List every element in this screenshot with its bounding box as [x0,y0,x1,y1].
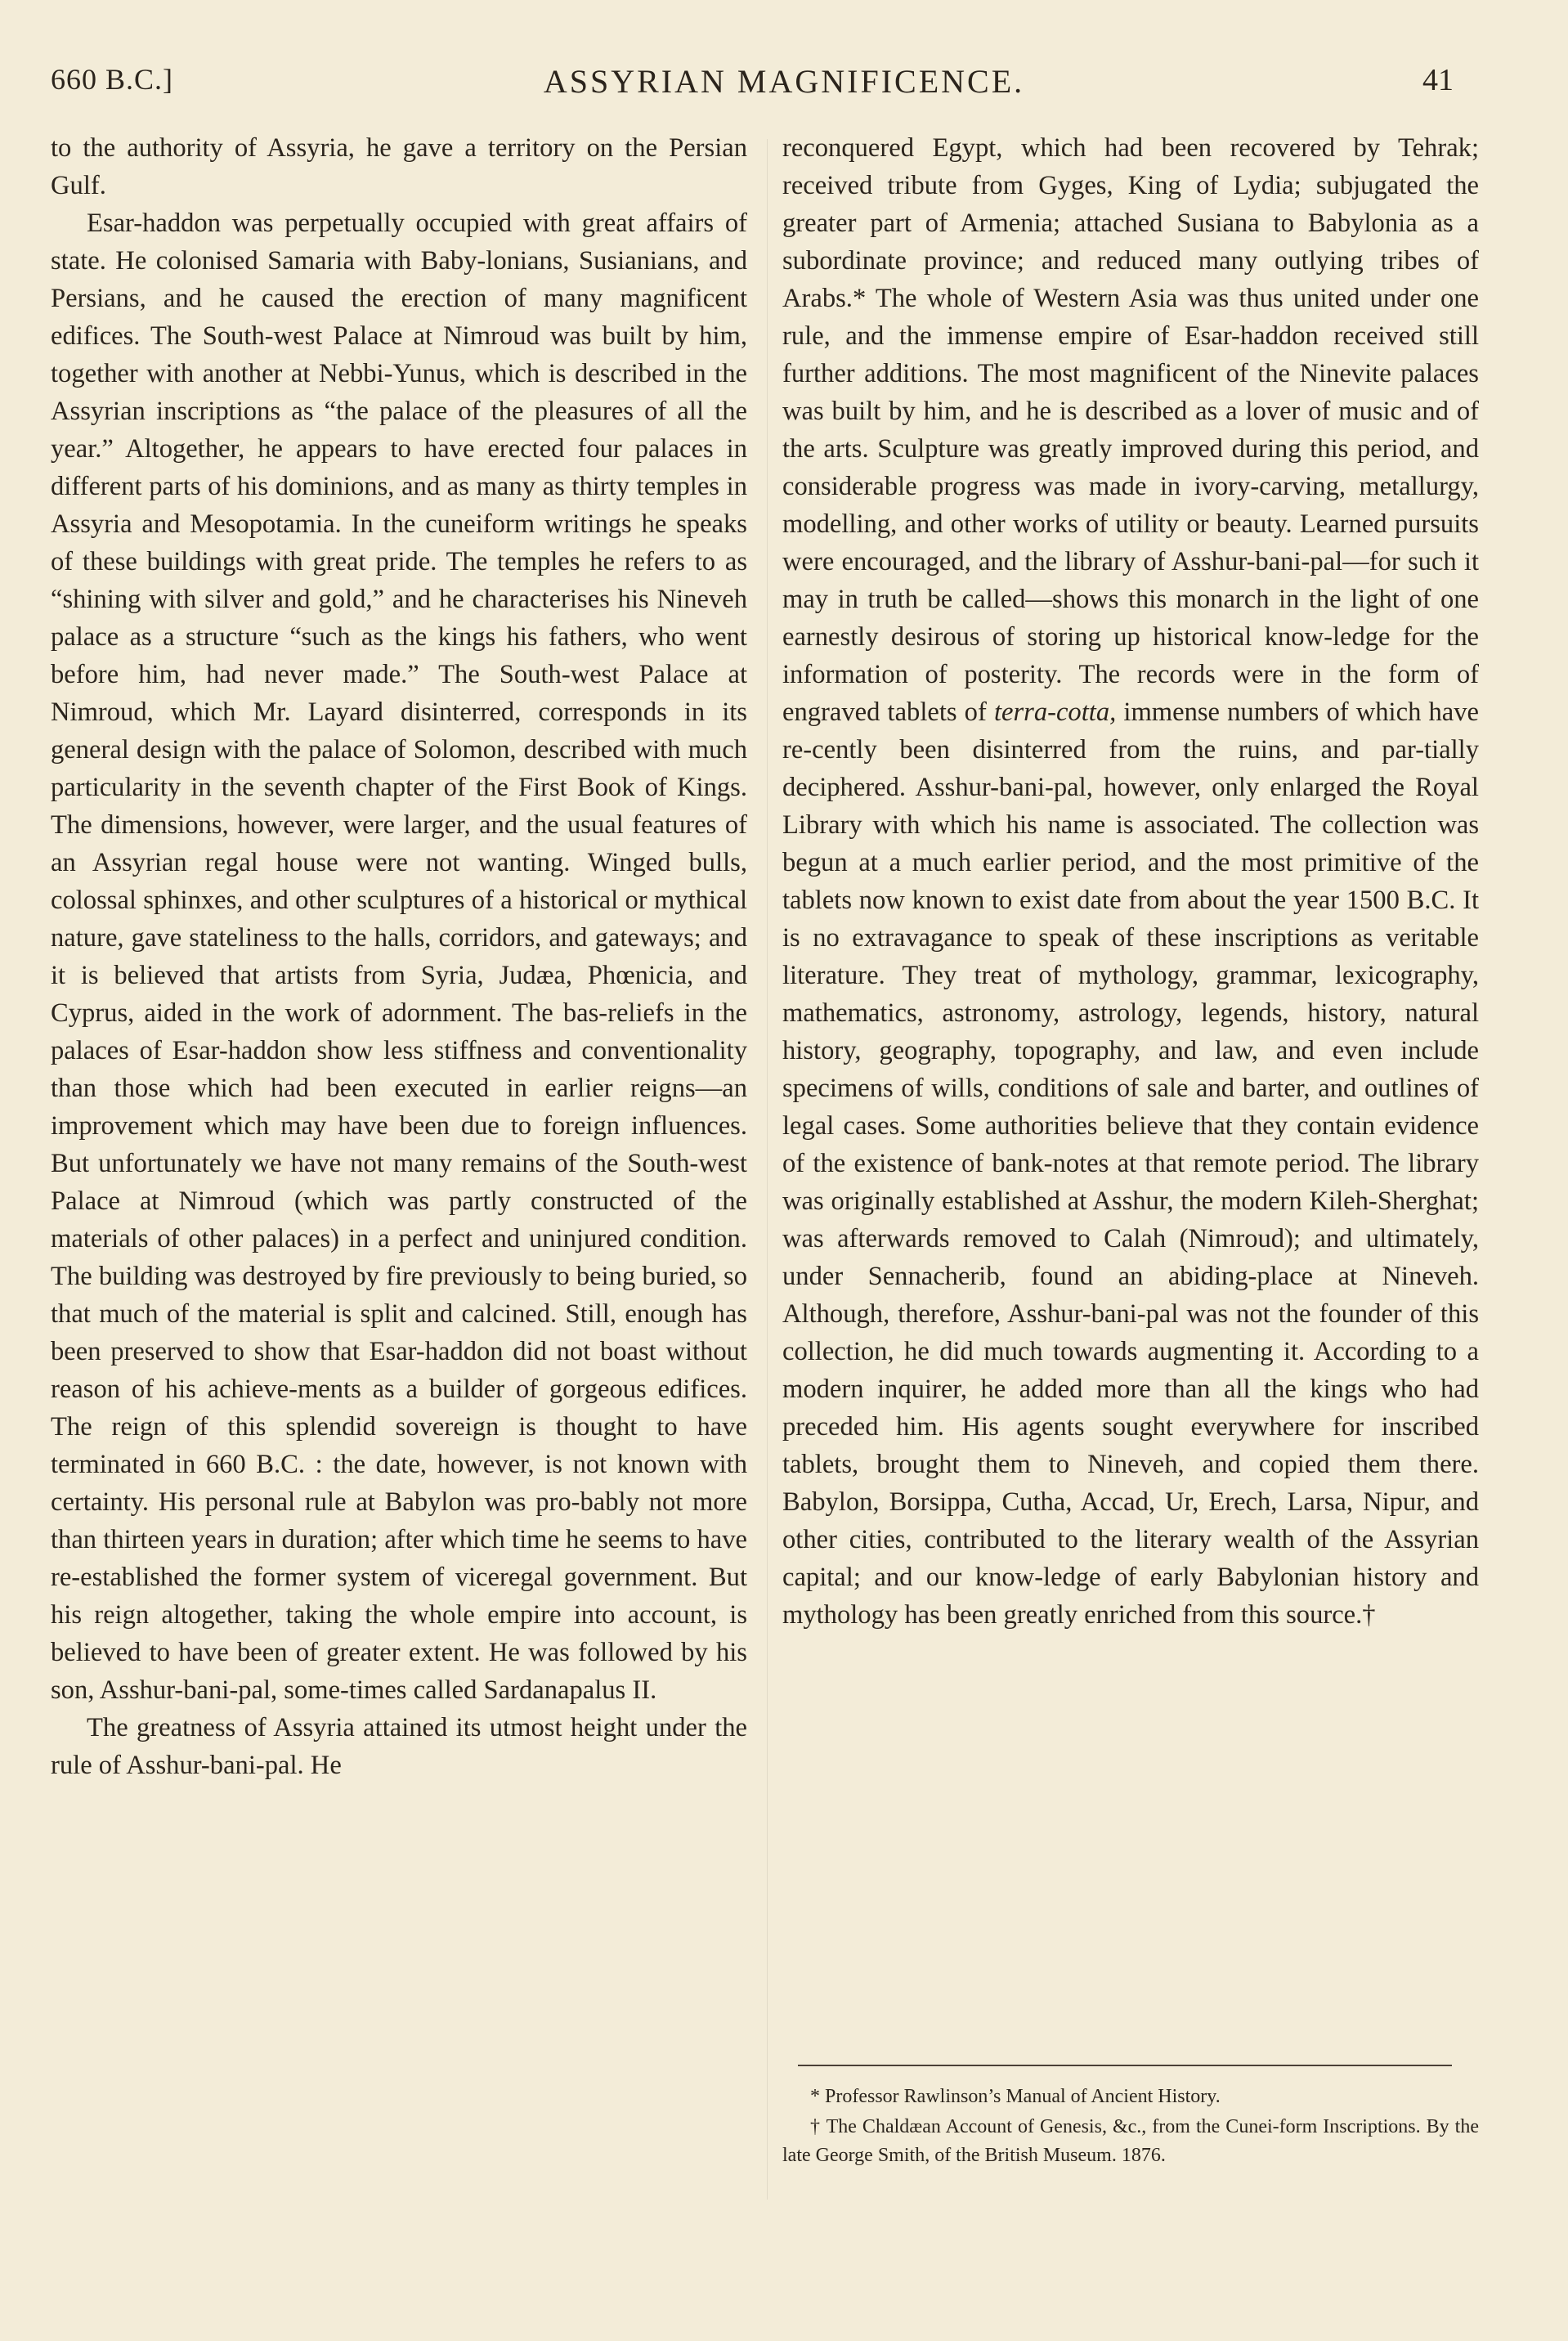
footnote-2: † The Chaldæan Account of Genesis, &c., from the Cunei-form Inscriptions. By the late George Smith, of the British Museum. 1876. [782,2116,1479,2166]
left-p2-text-a: Esar-haddon was perpetually occupied with great affairs of state. He colonised Samaria with Baby-lonians, Susianians, and Persians, and he caused the erection of many magnificent edifices. The South-west Palace at Nimroud was built by him, together with another at Nebbi-Yunus, which is described in the Assyrian inscriptions as “the palace of the pleasures of all the year.” Altogether, he appears to have erected four palaces in different parts of his dominions, and as many as thirty temples in Assyria and Mesopotamia. In the cuneiform writings he speaks of these buildings with great pride. The temples he refers to as “shining with silver and gold,” and he characterises his Nineveh palace as a structure “such as the kings his fathers, who went before him, had never made.” The South-west Palace at Nimroud, which Mr. Layard disinterred, corresponds in its general design with the palace of Solomon, described with much particularity in the seventh chapter of the First Book of Kings. The dimensions, however, were larger, and the usual features of an Assyrian regal house were not wanting. Winged bulls, colossal sphinxes, and other sculptures of a historical or mythical nature, gave stateliness to the halls, corridors, and gateways; and it is believed that artists from Syria, Judæa, Phœnicia, and Cyprus, aided in the work of adornment. The bas-reliefs in the palaces of Esar-haddon show less stiffness and conventionality than those which had been executed in earlier reigns—an improvement which may have been due to foreign influences. But unfortunately we have not many remains of the South-west Palace at Nimroud (which was partly constructed of the materials of other palaces) in a perfect and uninjured condition. The building was destroyed by fire previously to being buried, so that much of the material is split and calcined. Still, enough has been preserved to show that Esar-haddon did not boast without reason of his achieve-ments as a builder of gorgeous edifices. The reign of this splendid sovereign is thought to have terminated in 660 [51,209,747,1479]
right-p1-italic: terra-cotta, [993,697,1117,727]
page-number: 41 [1422,63,1454,97]
right-column [782,129,1479,1634]
left-p2-era: B.C. [256,1450,306,1479]
left-p2-text-b: : the date, however, is not known with certainty. His personal rule at Babylon was pro-bably not more than thirteen years in duration; after which time he seems to have re-established the former system of viceregal government. But his reign altogether, taking the whole empire into account, is believed to have been of greater extent. He was followed by his son, Asshur-bani-pal, some-times called Sardanapalus II. [51,1450,747,1705]
right-paragraph-1 [782,129,1479,1634]
right-p1-text-a: reconquered Egypt, which had been recovered by Tehrak; received tribute from Gyges, King of Lydia; subjugated the greater part of Armenia; attached Susiana to Babylonia as a subordinate province; and reduced many outlying tribes of Arabs.* The whole of Western Asia was thus united under one rule, and the immense empire of Esar-haddon received still further additions. The most magnificent of the Ninevite palaces was built by him, and he is described as a lover of music and of the arts. Sculpture was greatly improved during this period, and considerable progress was made in ivory-carving, metallurgy, modelling, and other works of utility or beauty. Learned pursuits were encouraged, and the library of Asshur-bani-pal—for such it may in truth be called—shows this monarch in the light of one earnestly desirous of storing up historical know-ledge for the information of posterity. The records were in the form of engraved tablets of [782,133,1479,727]
footnote-1: * Professor Rawlinson’s Manual of Ancient History. [810,2086,1221,2107]
right-p1-text-b: immense numbers of which have re-cently been disinterred from the ruins, and par-tially deciphered. Asshur-bani-pal, however, only enlarged the Royal Library with which his name is associated. The collection was begun at a much earlier period, and the most primitive of the tablets now known to exist date from about the year 1500 [782,697,1479,915]
column-gutter [767,139,768,2200]
running-head-title: ASSYRIAN MAGNIFICENCE. [543,63,1025,100]
right-p1-era: B.C. [1406,886,1456,915]
header-era: B.C.] [105,63,174,96]
left-paragraph-1: to the authority of Assyria, he gave a territory on the Persian Gulf. [51,133,747,200]
left-paragraph-3: The greatness of Assyria attained its utmost height under the rule of Asshur-bani-pal. He [51,1713,747,1780]
right-p1-text-c: It is no extravagance to speak of these inscriptions as veritable literature. They treat of mythology, grammar, lexicography, mathematics, astronomy, astrology, legends, history, natural history, geography, topography, and law, and even include specimens of wills, conditions of sale and barter, and outlines of legal cases. Some authorities believe that they contain evidence of the existence of bank-notes at that remote period. The library was originally established at Asshur, the modern Kileh-Sherghat; was afterwards removed to Calah (Nimroud); and ultimately, under Sennacherib, found an abiding-place at Nineveh. Although, therefore, Asshur-bani-pal was not the founder of this collection, he did much towards augmenting it. According to a modern inquirer, he added more than all the kings who had preceded him. His agents sought everywhere for inscribed tablets, brought them to Nineveh, and copied them there. Babylon, Borsippa, Cutha, Accad, Ur, Erech, Larsa, Nipur, and other cities, contributed to the literary wealth of the Assyrian capital; and our know-ledge of early Babylonian history and mythology has been greatly enriched from this source.† [782,886,1479,1630]
left-column [51,129,747,1784]
left-paragraph-2 [51,204,747,1709]
footnote-rule [798,2065,1452,2066]
header-year: 660 [51,63,97,96]
